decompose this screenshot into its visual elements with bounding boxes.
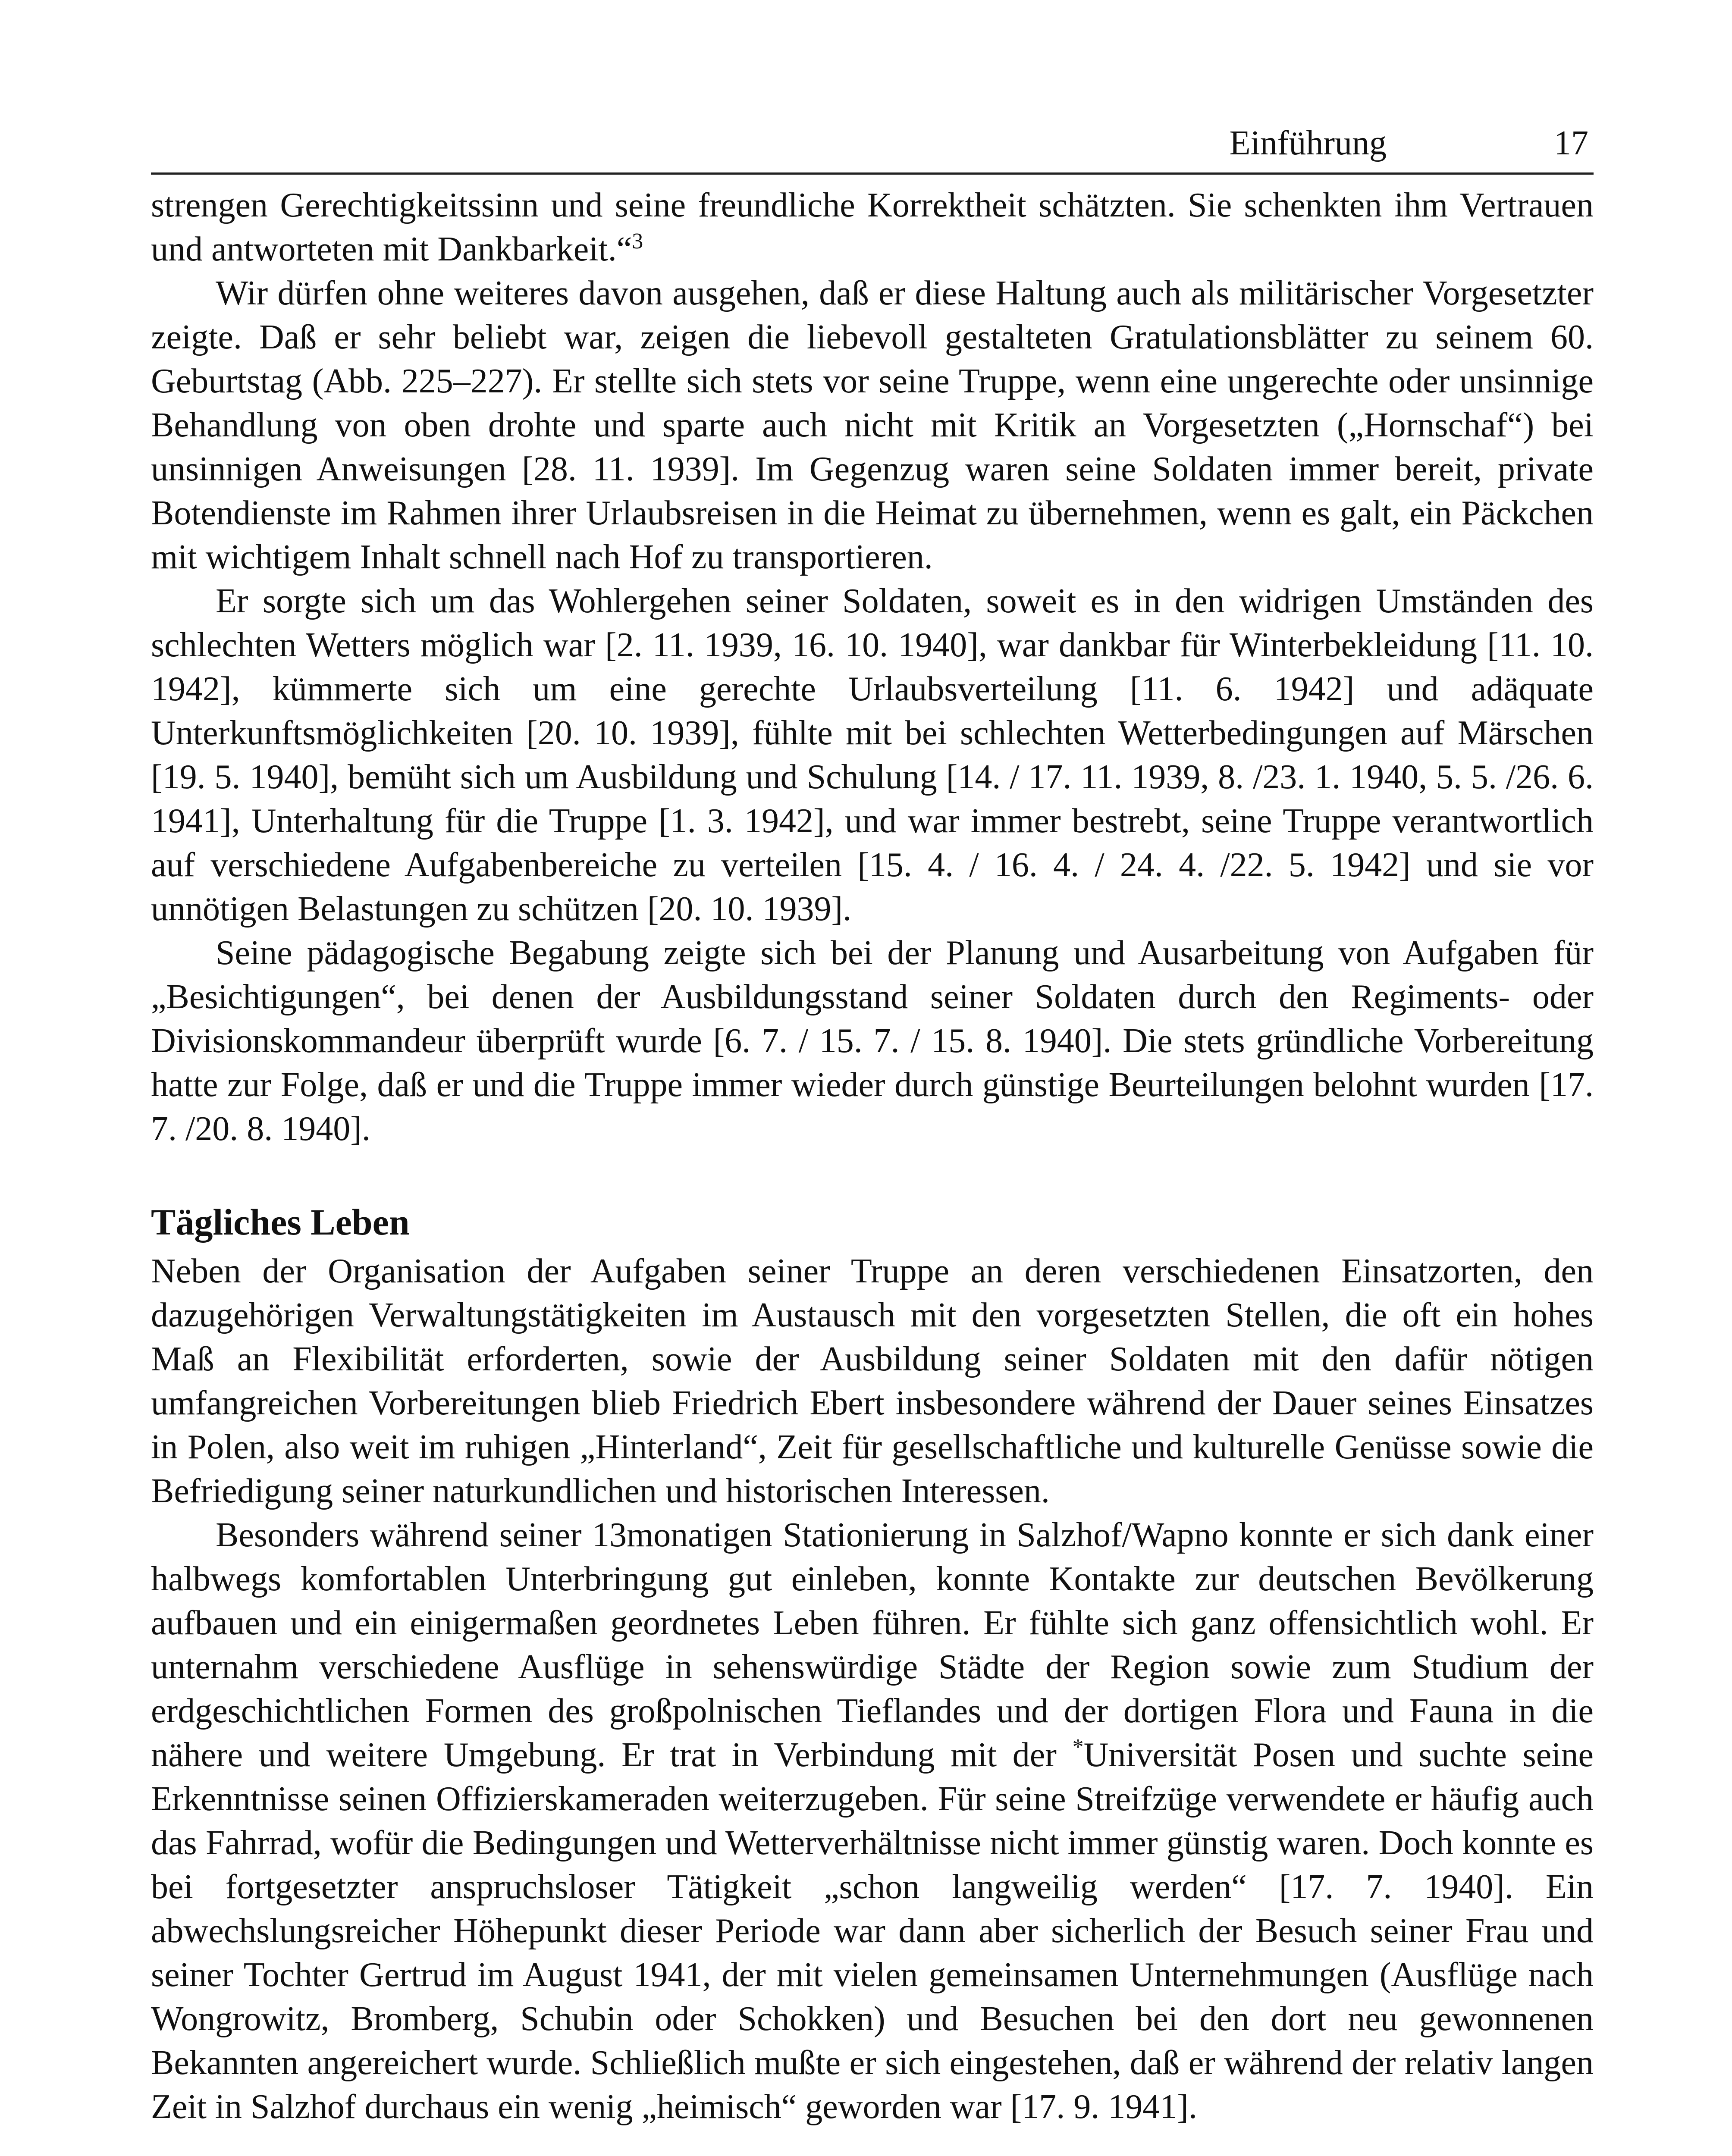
page	[151, 116, 1594, 2129]
section-heading: Tägliches Leben	[151, 1201, 410, 1243]
section-paragraph-1: Neben der Organisation der Aufgaben seiner Truppe an deren verschiedenen Einsatzorten, den dazugehörigen Verwaltungstätigkeiten im Austausch mit den vorgesetzten Stellen, die oft ein hohes Maß an Flexibilität erforderten, sowie der Ausbildung seiner Soldaten mit den dafür nötigen umfangreichen Vorbereitungen blieb Friedrich Ebert insbesondere während der Dauer seines Einsatzes in Polen, also weit im ruhigen „Hinterland“, Zeit für gesellschaftliche und kulturelle Genüsse sowie die Befriedigung seiner naturkundlichen und historischen Interessen.	[151, 1252, 1594, 1510]
paragraph-4: Seine pädagogische Begabung zeigte sich bei der Planung und Ausarbeitung von Aufgaben für „Besichtigungen“, bei denen der Ausbildungsstand seiner Soldaten durch den Regiments- oder Divisionskommandeur überprüft wurde [6. 7. / 15. 7. / 15. 8. 1940]. Die stets gründliche Vorbereitung hatte zur Folge, daß er und die Truppe immer wieder durch günstige Beurteilungen belohnt wurden [17. 7. /20. 8. 1940].	[151, 934, 1594, 1148]
chapter-title: Einführung	[1229, 124, 1387, 162]
paragraph-text-part-2: Universität Posen und suchte seine Erkenntnisse seinen Offizierskameraden weiterzugeben. Für seine Streifzüge verwendete er häufig auch das Fahrrad, wofür die Bedingungen und Wetterverhältnisse nicht immer günstig waren. Doch konnte es bei fortgesetzter anspruchsloser Tätigkeit „schon langweilig werden“ [17. 7. 1940]. Ein abwechslungsreicher Höhepunkt dieser Periode war dann aber sicherlich der Besuch seiner Frau und seiner Tochter Gertrud im August 1941, der mit vielen gemeinsamen Unternehmungen (Ausflüge nach Wongrowitz, Bromberg, Schubin oder Schokken) und Besuchen bei den dort neu gewonnenen Bekannten angereichert wurde. Schließlich mußte er sich eingestehen, daß er während der relativ langen Zeit in Salzhof durchaus ein wenig „heimisch“ geworden war [17. 9. 1941].	[151, 1736, 1594, 2126]
paragraph-2: Wir dürfen ohne weiteres davon ausgehen, daß er diese Haltung auch als militärischer Vorgesetzter zeigte. Daß er sehr beliebt war, zeigen die liebevoll gestalteten Gratulationsblätter zu seinem 60. Geburtstag (Abb. 225–227). Er stellte sich stets vor seine Truppe, wenn eine ungerechte oder unsinnige Behandlung von oben drohte und sparte auch nicht mit Kritik an Vorgesetzten („Hornschaf“) bei unsinnigen Anweisungen [28. 11. 1939]. Im Gegenzug waren seine Soldaten immer bereit, private Botendienste im Rahmen ihrer Urlaubsreisen in die Heimat zu übernehmen, wenn es galt, ein Päckchen mit wichtigem Inhalt schnell nach Hof zu transportieren.	[151, 274, 1594, 576]
running-header	[151, 116, 1594, 175]
footnote-reference: 3	[632, 229, 643, 254]
paragraph-text-part-1: Besonders während seiner 13monatigen Stationierung in Salzhof/Wapno konnte er sich dank einer halbwegs komfortablen Unterbringung gut einleben, konnte Kontakte zur deutschen Bevölkerung aufbauen und ein einigermaßen geordnetes Leben führen. Er fühlte sich ganz offensichtlich wohl. Er unternahm verschiedene Ausflüge in sehenswürdige Städte der Region sowie zum Studium der erdgeschichtlichen Formen des großpolnischen Tieflandes und der dortigen Flora und Fauna in die nähere und weitere Umgebung. Er trat in Verbindung mit der	[151, 1516, 1594, 1774]
paragraph-3: Er sorgte sich um das Wohlergehen seiner Soldaten, soweit es in den widrigen Umständen des schlechten Wetters möglich war [2. 11. 1939, 16. 10. 1940], war dankbar für Winterbekleidung [11. 10. 1942], kümmerte sich um eine gerechte Urlaubsverteilung [11. 6. 1942] und adäquate Unterkunftsmöglichkeiten [20. 10. 1939], fühlte mit bei schlechten Wetterbedingungen auf Märschen [19. 5. 1940], bemüht sich um Ausbildung und Schulung [14. / 17. 11. 1939, 8. /23. 1. 1940, 5. 5. /26. 6. 1941], Unterhaltung für die Truppe [1. 3. 1942], und war immer bestrebt, seine Truppe verantwortlich auf verschiedene Aufgabenbereiche zu verteilen [15. 4. / 16. 4. / 24. 4. /22. 5. 1942] und sie vor unnötigen Belastungen zu schützen [20. 10. 1939].	[151, 582, 1594, 928]
paragraph-text: strengen Gerechtigkeitssinn und seine freundliche Korrektheit schätzten. Sie schenkten ihm Vertrauen und antworteten mit Dankbarkeit.“	[151, 186, 1594, 268]
paragraph-1	[151, 183, 1594, 271]
cross-reference-mark: *	[1072, 1735, 1084, 1759]
page-number: 17	[1554, 124, 1588, 162]
section-paragraph-2	[151, 1513, 1594, 2129]
main-text	[151, 183, 1594, 2129]
